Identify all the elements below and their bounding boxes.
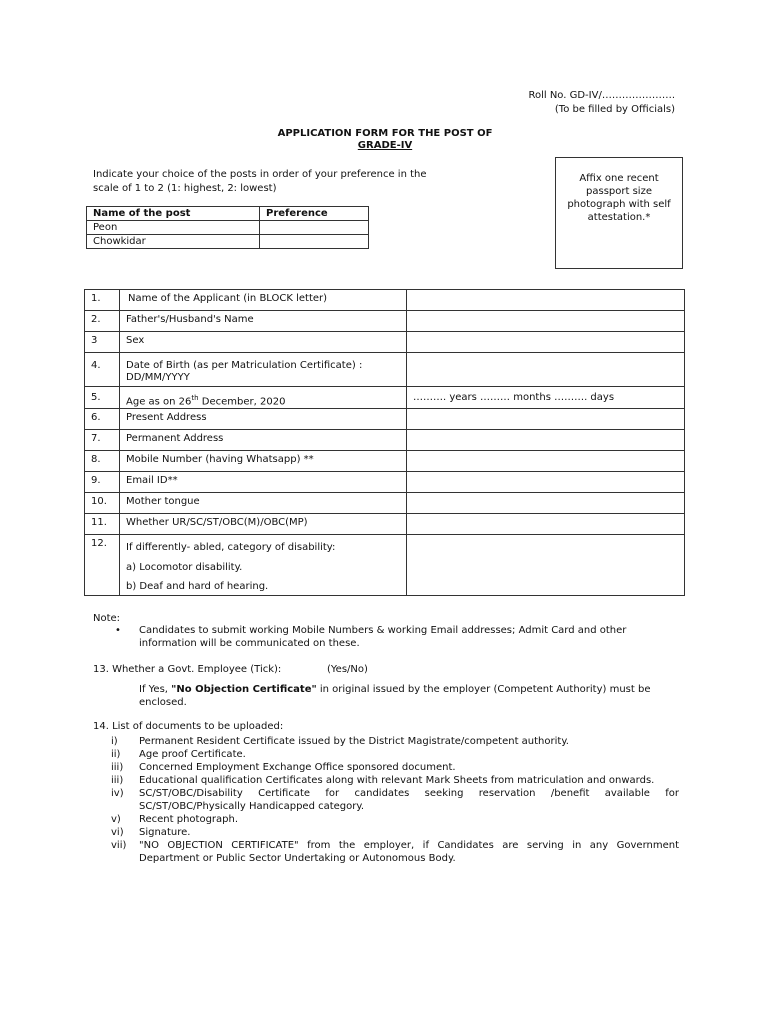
disability-label: If differently- abled, category of disability: — [126, 542, 336, 554]
field-value[interactable] — [407, 409, 685, 430]
noc-instruction — [139, 683, 679, 709]
disability-option-a: a) Locomotor disability. — [126, 562, 243, 574]
table-row — [85, 535, 685, 596]
roll-number: Roll No. GD-IV/…………………. — [528, 90, 675, 101]
table-row — [85, 290, 685, 311]
row-number: 8. — [85, 451, 120, 472]
table-row — [85, 514, 685, 535]
field-label — [120, 387, 407, 409]
list-roman: iii) — [111, 775, 124, 786]
post-name-cell: Peon — [87, 221, 260, 235]
table-row — [85, 332, 685, 353]
field-label-text: Name of the Applicant (in BLOCK letter) — [128, 293, 328, 304]
field-label: Whether UR/SC/ST/OBC(M)/OBC(MP) — [120, 514, 407, 535]
photo-box[interactable]: Affix one recent passport size photograph with self attestation.* — [555, 157, 683, 269]
list-item — [93, 826, 679, 839]
row-number: 11. — [85, 514, 120, 535]
row-number: 7. — [85, 430, 120, 451]
field-value[interactable] — [407, 493, 685, 514]
table-row — [85, 353, 685, 387]
table-row — [87, 235, 369, 249]
header-post-name: Name of the post — [87, 207, 260, 221]
list-text: "NO OBJECTION CERTIFICATE" from the employer, if Candidates are serving in any Government Department or Public Sector Undertaking or Autonomous Body. — [139, 840, 679, 864]
preference-cell[interactable] — [260, 235, 369, 249]
note-label: Note: — [93, 613, 121, 624]
list-item — [93, 748, 679, 761]
row-number: 10. — [85, 493, 120, 514]
field-label: Present Address — [120, 409, 407, 430]
list-roman: v) — [111, 814, 121, 825]
preference-header-row — [87, 207, 369, 221]
field-label — [120, 535, 407, 596]
table-row — [85, 409, 685, 430]
row-number: 12. — [85, 535, 120, 596]
list-text: Age proof Certificate. — [139, 749, 246, 760]
header-preference: Preference — [260, 207, 369, 221]
govt-employee-options[interactable]: (Yes/No) — [327, 664, 368, 675]
list-text: Signature. — [139, 827, 191, 838]
field-value[interactable] — [407, 430, 685, 451]
field-label: Date of Birth (as per Matriculation Certificate) : DD/MM/YYYY — [120, 353, 407, 387]
list-roman: iv) — [111, 788, 124, 799]
age-label-post: December, 2020 — [198, 396, 286, 408]
form-title — [0, 128, 770, 152]
list-roman: ii) — [111, 749, 121, 760]
row-number: 4. — [85, 353, 120, 387]
field-value[interactable] — [407, 514, 685, 535]
bullet-icon: • — [115, 625, 121, 636]
field-label — [120, 290, 407, 311]
list-roman: vi) — [111, 827, 124, 838]
age-value[interactable]: ………. years ……… months ………. days — [407, 387, 685, 409]
field-value[interactable] — [407, 311, 685, 332]
row-number: 5. — [85, 387, 120, 409]
row-number: 9. — [85, 472, 120, 493]
field-value[interactable] — [407, 535, 685, 596]
roll-number-note: (To be filled by Officials) — [554, 104, 675, 115]
table-row — [85, 472, 685, 493]
table-row — [87, 221, 369, 235]
list-item — [93, 813, 679, 826]
field-value[interactable] — [407, 290, 685, 311]
form-title-line2: GRADE-IV — [357, 140, 413, 151]
table-row — [85, 311, 685, 332]
table-row — [85, 387, 685, 409]
field-label: Mobile Number (having Whatsapp) ** — [120, 451, 407, 472]
field-label: Father's/Husband's Name — [120, 311, 407, 332]
applicant-table — [84, 289, 685, 596]
field-value[interactable] — [407, 472, 685, 493]
table-row — [85, 493, 685, 514]
list-text: SC/ST/OBC/Disability Certificate for candidates seeking reservation /benefit available for SC/ST/OBC/Physically Handicapped category. — [139, 788, 679, 812]
age-label-sup: th — [191, 394, 199, 402]
list-text: Recent photograph. — [139, 814, 239, 825]
row-number: 3 — [85, 332, 120, 353]
row-number: 2. — [85, 311, 120, 332]
table-row — [85, 451, 685, 472]
list-text: Educational qualification Certificates along with relevant Mark Sheets from matriculation and onwards. — [139, 775, 655, 786]
note-text: Candidates to submit working Mobile Numbers & working Email addresses; Admit Card and other information will be communicated on these. — [139, 625, 627, 649]
govt-employee-question: 13. Whether a Govt. Employee (Tick): — [93, 664, 282, 675]
list-text: Permanent Resident Certificate issued by the District Magistrate/competent authority. — [139, 736, 569, 747]
documents-heading: 14. List of documents to be uploaded: — [93, 721, 284, 732]
documents-list — [93, 735, 679, 865]
noc-pre: If Yes, — [139, 684, 172, 695]
row-number: 6. — [85, 409, 120, 430]
noc-bold: "No Objection Certificate" — [171, 684, 317, 695]
disability-option-b: b) Deaf and hard of hearing. — [126, 581, 269, 593]
row-number: 1. — [85, 290, 120, 311]
noc-post: in original issued by the employer (Competent Authority) must be enclosed. — [139, 684, 651, 708]
field-label: Mother tongue — [120, 493, 407, 514]
choice-instruction: Indicate your choice of the posts in order of your preference in the scale of 1 to 2 (1: highest, 2: lowest) — [93, 169, 427, 194]
field-value[interactable] — [407, 451, 685, 472]
field-value[interactable] — [407, 332, 685, 353]
field-value[interactable] — [407, 353, 685, 387]
age-label-pre: Age as on 26 — [126, 396, 192, 408]
list-roman: vii) — [111, 840, 127, 851]
field-label: Sex — [120, 332, 407, 353]
list-item — [93, 839, 679, 865]
list-item — [93, 761, 679, 774]
post-name-cell: Chowkidar — [87, 235, 260, 249]
list-roman: iii) — [111, 762, 124, 773]
form-title-line1: APPLICATION FORM FOR THE POST OF — [277, 128, 493, 139]
table-row — [85, 430, 685, 451]
field-label: Email ID** — [120, 472, 407, 493]
list-text: Concerned Employment Exchange Office sponsored document. — [139, 762, 456, 773]
list-item — [93, 787, 679, 813]
list-roman: i) — [111, 736, 118, 747]
field-label: Permanent Address — [120, 430, 407, 451]
list-item — [93, 774, 679, 787]
preference-table — [86, 206, 369, 249]
list-item — [93, 735, 679, 748]
preference-cell[interactable] — [260, 221, 369, 235]
